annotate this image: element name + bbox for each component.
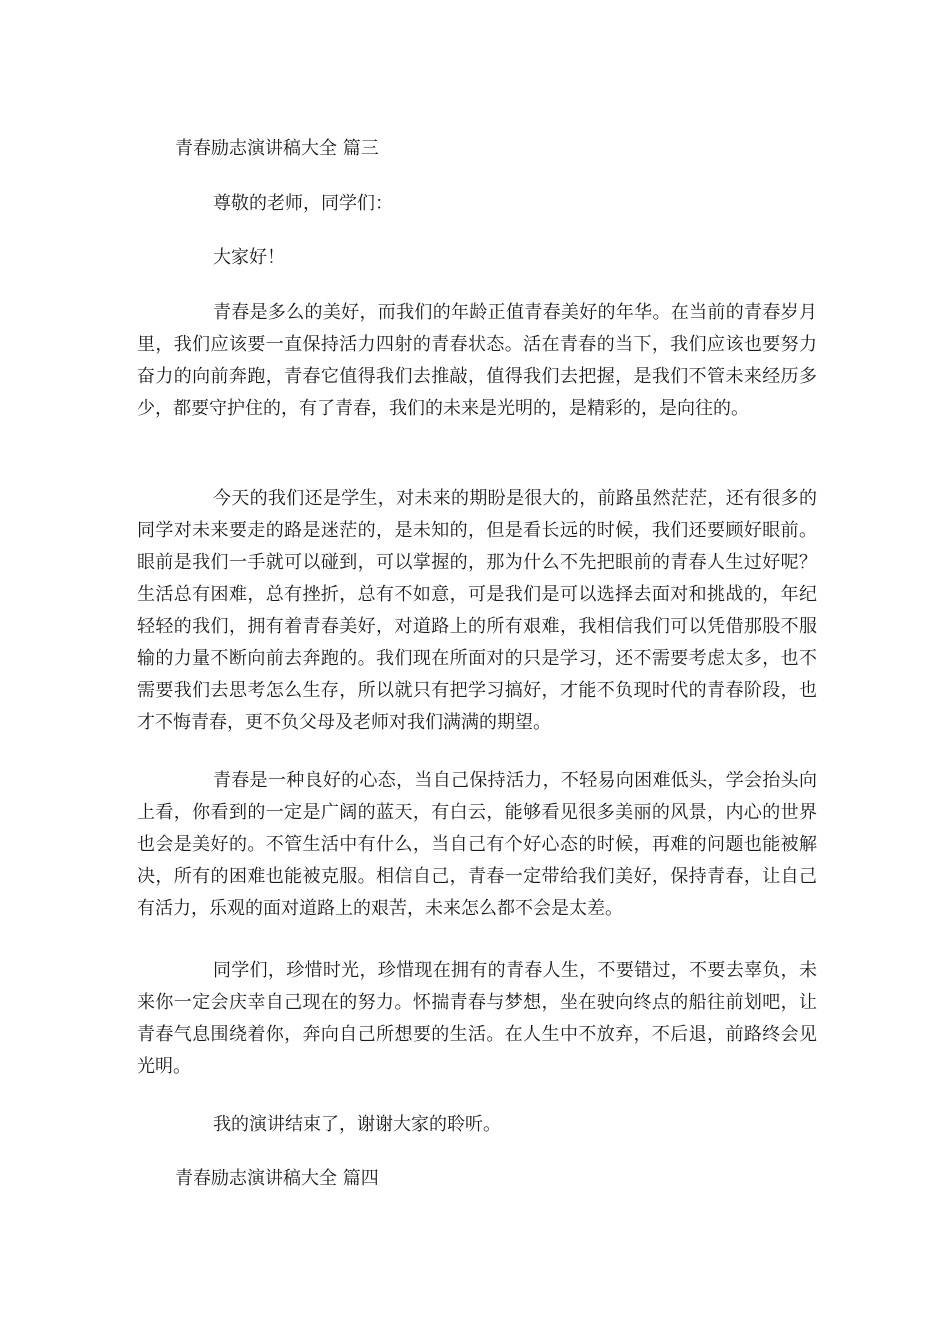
paragraph-2: 今天的我们还是学生，对未来的期盼是很大的，前路虽然茫茫，还有很多的同学对未来要走的路是迷茫的，是未知的，但是看长远的时候，我们还要顾好眼前。眼前是我们一手就可以碰到，可以掌握的，那为什么不先把眼前的青春人生过好呢？生活总有困难，总有挫折，总有不如意，可是我们是可以选择去面对和挑战的，年纪轻轻的我们，拥有着青春美好，对道路上的所有艰难，我相信我们可以凭借那股不服输的力量不断向前去奔跑的。我们现在所面对的只是学习，还不需要考虑太多，也不需要我们去思考怎么生存，所以就只有把学习搞好，才能不负现时代的青春阶段，也才不悔青春，更不负父母及老师对我们满满的期望。 <box>137 488 817 733</box>
paragraph-4: 同学们，珍惜时光，珍惜现在拥有的青春人生，不要错过，不要去辜负，未来你一定会庆幸自己现在的努力。怀揣青春与梦想，坐在驶向终点的船往前划吧，让青春气息围绕着你，奔向自己所想要的生活。在人生中不放弃，不后退，前路终会见光明。 <box>137 960 817 1077</box>
paragraph-1: 青春是多么的美好，而我们的年龄正值青春美好的年华。在当前的青春岁月里，我们应该要一直保持活力四射的青春状态。活在青春的当下，我们应该也要努力奋力的向前奔跑，青春它值得我们去推敲，值得我们去把握，是我们不管未来经历多少，都要守护住的，有了青春，我们的未来是光明的，是精彩的，是向往的。 <box>137 302 817 419</box>
section-heading-4: 青春励志演讲稿大全 篇四 <box>175 1168 379 1189</box>
paragraph-3: 青春是一种良好的心态，当自己保持活力，不轻易向困难低头，学会抬头向上看，你看到的一定是广阔的蓝天，有白云，能够看见很多美丽的风景，内心的世界也会是美好的。不管生活中有什么，当自己有个好心态的时候，再难的问题也能被解决，所有的困难也能被克服。相信自己，青春一定带给我们美好，保持青春，让自己有活力，乐观的面对道路上的艰苦，未来怎么都不会是太差。 <box>137 770 817 919</box>
section-heading-3: 青春励志演讲稿大全 篇三 <box>175 138 379 159</box>
salutation: 尊敬的老师，同学们： <box>213 193 393 214</box>
closing-line: 我的演讲结束了，谢谢大家的聆听。 <box>213 1114 501 1135</box>
greeting: 大家好！ <box>213 247 285 268</box>
